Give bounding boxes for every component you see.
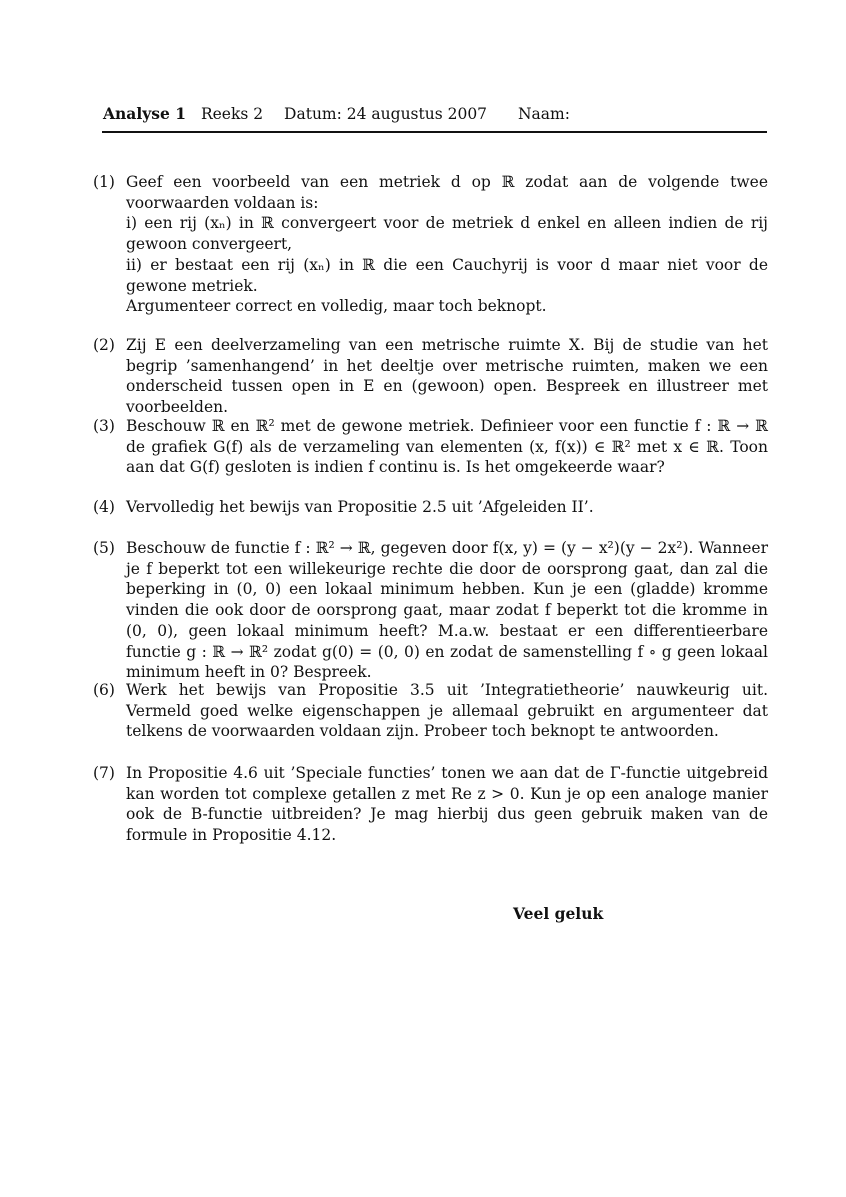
problem-body — [126, 416, 768, 478]
problem-text: Argumenteer correct en volledig, maar toch beknopt. — [126, 297, 547, 316]
exam-date: Datum: 24 augustus 2007 — [284, 105, 488, 123]
problem-text: Beschouw ℝ en ℝ² met de gewone metriek. Definieer voor een functie f : ℝ → ℝ de grafiek G(f) als de verzameling van elementen (x, f(x)) ∈ ℝ² met x ∈ ℝ. Toon aan dat G(f) gesloten is indien f continu is. Is het omgekeerde waar? — [126, 417, 768, 477]
problem-6 — [93, 680, 768, 742]
problem-2 — [93, 335, 768, 418]
problem-text: Vervolledig het bewijs van Propositie 2.5 uit ’Afgeleiden II’. — [126, 498, 594, 516]
course-title: Analyse 1 — [103, 104, 187, 123]
problem-number: (6) — [93, 681, 115, 699]
problem-text: i) een rij (xₙ) in ℝ convergeert voor de metriek d enkel en alleen indien de rij gewoon convergeert, — [126, 214, 768, 254]
problem-body — [126, 680, 768, 742]
problem-body — [126, 335, 768, 418]
series-label: Reeks 2 — [200, 105, 264, 123]
problem-text: Beschouw de functie f : ℝ² → ℝ, gegeven door f(x, y) = (y − x²)(y − 2x²). Wanneer je f beperkt tot een willekeurige rechte die door de oorsprong gaat, dan zal die beperking in (0, 0) een lokaal minimum hebben. Kun je een (gladde) kromme vinden die ook door de oorsprong gaat, maar zodat f beperkt tot die kromme in (0, 0), geen lokaal minimum heeft? M.a.w. bestaat er een differentieerbare functie g : ℝ → ℝ² zodat g(0) = (0, 0) en zodat de samenstelling f ∘ g geen lokaal minimum heeft in 0? Bespreek. — [126, 539, 768, 682]
problem-7 — [93, 763, 768, 846]
exam-header — [103, 104, 586, 123]
problem-body — [126, 172, 768, 317]
problem-1 — [93, 172, 768, 317]
name-label: Naam: — [517, 105, 570, 123]
problem-5 — [93, 538, 768, 683]
problem-body — [126, 538, 768, 683]
problem-text: Werk het bewijs van Propositie 3.5 uit ’Integratietheorie’ nauwkeurig uit. Vermeld goed welke eigenschappen je allemaal gebruikt en argumenteer dat telkens de voorwaarden voldaan zijn. Probeer toch beknopt te antwoorden. — [126, 681, 768, 741]
problem-text: Geef een voorbeeld van een metriek d op ℝ zodat aan de volgende twee voorwaarden voldaan is: — [126, 173, 768, 212]
problem-number: (7) — [93, 764, 115, 782]
problem-number: (2) — [93, 336, 115, 354]
problem-3 — [93, 416, 768, 478]
problem-number: (1) — [93, 173, 115, 191]
problem-number: (5) — [93, 539, 115, 557]
problem-body — [126, 497, 768, 518]
closing-text: Veel geluk — [513, 904, 604, 923]
problem-text: Zij E een deelverzameling van een metrische ruimte X. Bij de studie van het begrip ’samenhangend’ in het deeltje over metrische ruimten, maken we een onderscheid tussen open in E en (gewoon) open. Bespreek en illustreer met voorbeelden. — [126, 336, 768, 417]
problem-number: (4) — [93, 498, 115, 516]
header-rule — [102, 131, 767, 133]
problem-number: (3) — [93, 417, 115, 435]
problem-body — [126, 763, 768, 846]
problem-text: In Propositie 4.6 uit ’Speciale functies’ tonen we aan dat de Γ-functie uitgebreid kan worden tot complexe getallen z met Re z > 0. Kun je op een analoge manier ook de B-functie uitbreiden? Je mag hierbij dus geen gebruik maken van de formule in Propositie 4.12. — [126, 764, 768, 845]
problem-4 — [93, 497, 768, 518]
problem-text: ii) er bestaat een rij (xₙ) in ℝ die een Cauchyrij is voor d maar niet voor de gewone metriek. — [126, 255, 768, 295]
